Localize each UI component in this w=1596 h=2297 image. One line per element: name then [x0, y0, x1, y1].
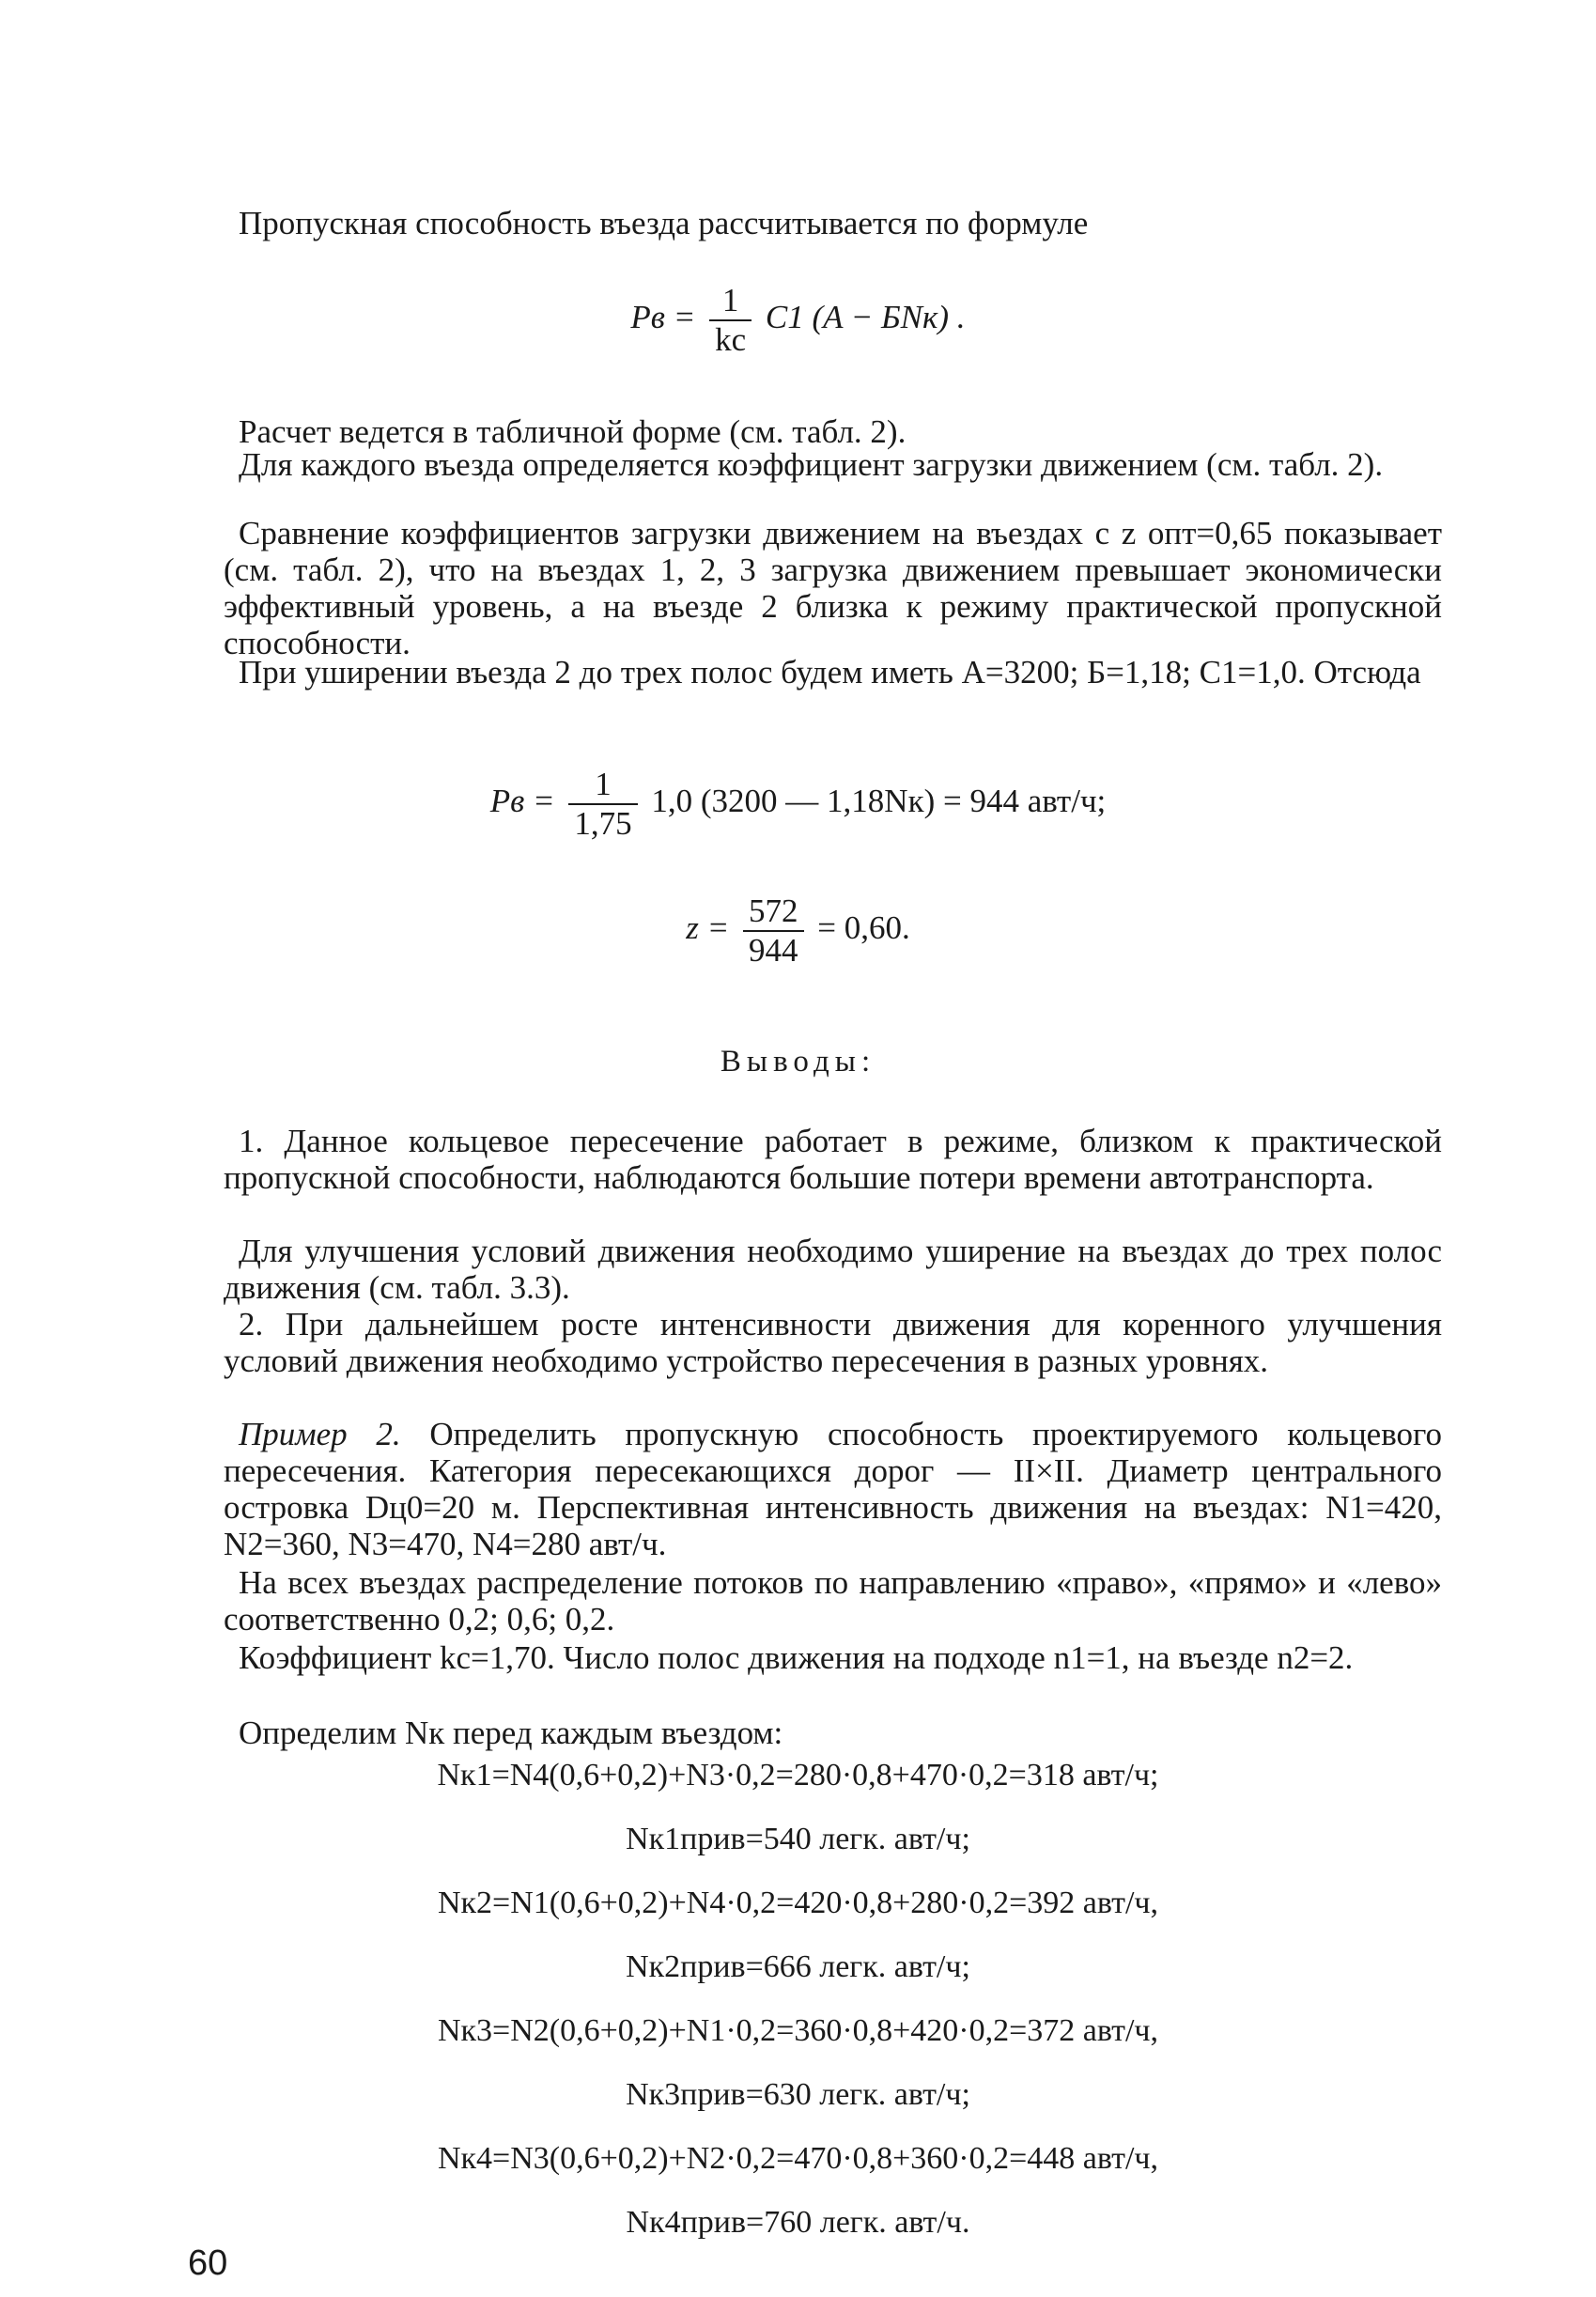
- formula-pb2-lhs: Pв =: [489, 783, 555, 820]
- formula-z-numerator: 572: [743, 892, 804, 932]
- formula-pb2-denominator: 1,75: [574, 805, 632, 842]
- paragraph-determine-nk: Определим Nк перед каждым въездом:: [239, 1715, 783, 1751]
- formula-z-fraction: [743, 892, 804, 970]
- conclusions-heading: Выводы:: [720, 1045, 876, 1079]
- formula-pb: [0, 282, 1596, 359]
- conclusion-1: 1. Данное кольцевое пересечение работает в режиме, близком к практической пропускной способности, наблюдаются большие потери времени автотранспорта.: [224, 1123, 1442, 1196]
- formula-pb-denominator: kс: [715, 321, 747, 358]
- example-2-label: Пример 2.: [239, 1416, 401, 1452]
- paragraph-coefficient-kc: Коэффициент kс=1,70. Число полос движения на подходе n1=1, на въезде n2=2.: [239, 1639, 1354, 1676]
- paragraph-comparison: Сравнение коэффициентов загрузки движением на въездах с z опт=0,65 показывает (см. табл. 2), что на въездах 1, 2, 3 загрузка движением превышает экономически эффективный уровень, а на въезде 2 близка к режиму практической пропускной способности.: [224, 515, 1442, 661]
- formula-nk4-reduced: Nк4прив=760 легк. авт/ч.: [626, 2205, 970, 2240]
- formula-z-lhs: z =: [686, 909, 730, 947]
- example-2-paragraph: [224, 1416, 1442, 1562]
- formula-pb-fraction: [709, 282, 752, 359]
- formula-z-denominator: 944: [749, 932, 798, 969]
- formula-pb-numerator: 1: [709, 282, 752, 321]
- formula-nk2: Nк2=N1(0,6+0,2)+N4·0,2=420·0,8+280·0,2=392 авт/ч,: [437, 1886, 1159, 1920]
- example-2-text: Определить пропускную способность проектируемого кольцевого пересечения. Категория пересекающихся дорог — II×II. Диаметр центрального островка Dц0=20 м. Перспективная интенсивность движения на въездах: N1=420, N2=360, N3=470, N4=280 авт/ч.: [224, 1416, 1442, 1562]
- formula-nk3: Nк3=N2(0,6+0,2)+N1·0,2=360·0,8+420·0,2=372 авт/ч,: [437, 2013, 1159, 2048]
- formula-pb2-fraction: [568, 766, 637, 843]
- paragraph-distribution: На всех въездах распределение потоков по направлению «право», «прямо» и «лево» соответственно 0,2; 0,6; 0,2.: [224, 1564, 1442, 1637]
- paragraph-load-coefficient: Для каждого въезда определяется коэффициент загрузки движением (см. табл. 2).: [239, 446, 1384, 483]
- formula-nk3-reduced: Nк3прив=630 легк. авт/ч;: [626, 2077, 970, 2112]
- formula-pb-rhs: C1 (A − БNк) .: [765, 299, 966, 336]
- formula-nk1-reduced: Nк1прив=540 легк. авт/ч;: [626, 1822, 970, 1856]
- paragraph-widening: При уширении въезда 2 до трех полос будем иметь A=3200; Б=1,18; C1=1,0. Отсюда: [239, 654, 1421, 691]
- conclusion-2: 2. При дальнейшем росте интенсивности движения для коренного улучшения условий движения необходимо устройство пересечения в разных уровнях.: [224, 1306, 1442, 1379]
- formula-nk1: Nк1=N4(0,6+0,2)+N3·0,2=280·0,8+470·0,2=318 авт/ч;: [437, 1758, 1159, 1793]
- formula-z: [0, 892, 1596, 970]
- formula-z-rhs: = 0,60.: [817, 909, 910, 947]
- formula-pb-widened: [0, 766, 1596, 843]
- formula-pb-lhs: Pв =: [630, 299, 696, 336]
- formula-pb2-numerator: 1: [568, 766, 637, 805]
- conclusion-1-improvement: Для улучшения условий движения необходимо уширение на въездах до трех полос движения (см. табл. 3.3).: [224, 1233, 1442, 1306]
- page-number: 60: [188, 2243, 228, 2283]
- formula-pb2-rhs: 1,0 (3200 — 1,18Nк) = 944 авт/ч;: [651, 783, 1107, 820]
- formula-nk4: Nк4=N3(0,6+0,2)+N2·0,2=470·0,8+360·0,2=448 авт/ч,: [437, 2141, 1159, 2176]
- intro-paragraph: Пропускная способность въезда рассчитывается по формуле: [239, 205, 1089, 241]
- paragraph-table-form: Расчет ведется в табличной форме (см. табл. 2).: [239, 413, 906, 450]
- formula-nk2-reduced: Nк2прив=666 легк. авт/ч;: [626, 1949, 970, 1984]
